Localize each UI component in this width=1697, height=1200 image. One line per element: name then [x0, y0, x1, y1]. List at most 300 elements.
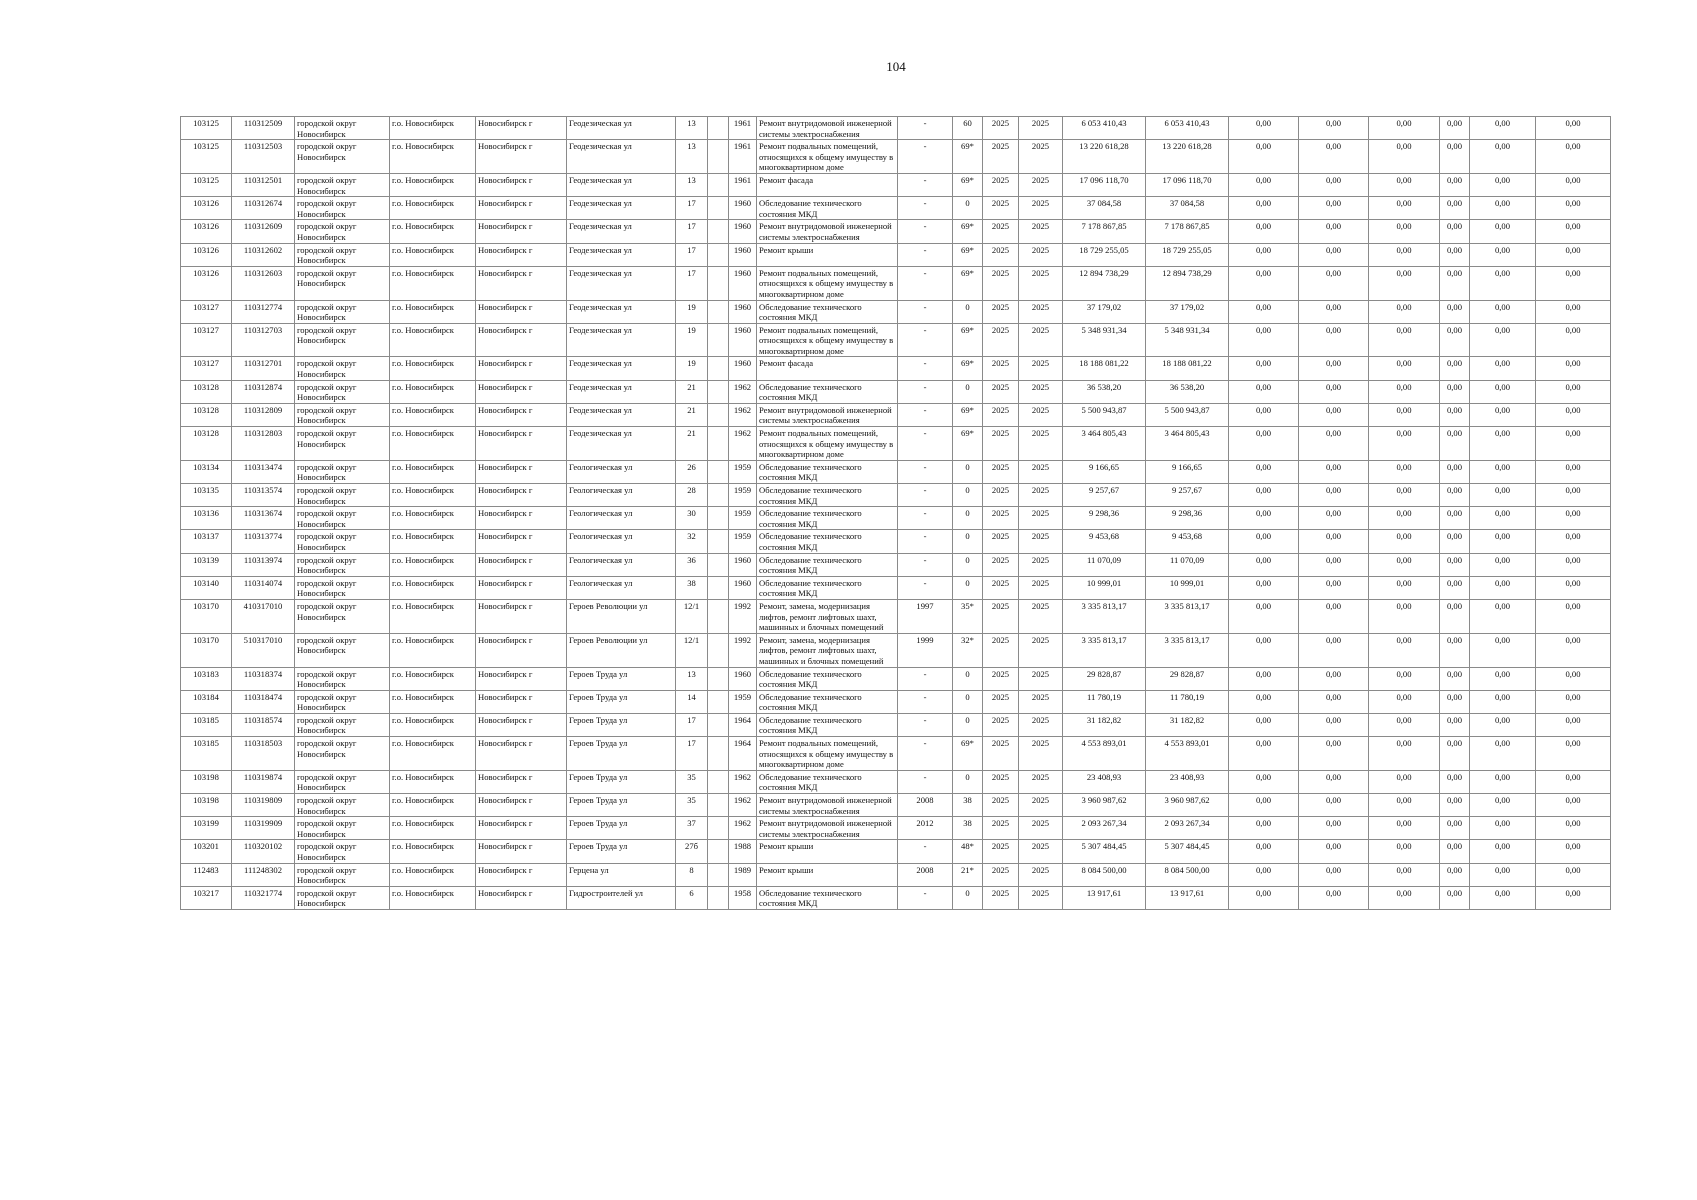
cell-work-type: Ремонт подвальных помещений, относящихся к общему имуществу в многоквартирном доме: [757, 737, 898, 771]
cell-plan-year-from: 2025: [983, 403, 1019, 426]
cell-cost-col-19: 0,00: [1369, 770, 1440, 793]
cell-cost-col-20: 0,00: [1440, 173, 1470, 196]
cell-mo-short: г.о. Новосибирск: [390, 886, 476, 909]
cell-house-id: 103127: [181, 357, 232, 380]
cell-cost-col-18: 0,00: [1299, 403, 1369, 426]
cell-plan-year-from: 2025: [983, 427, 1019, 461]
cell-municipality: городской округ Новосибирск: [295, 690, 390, 713]
cell-cost-col-19: 0,00: [1369, 794, 1440, 817]
cell-cost-col-17: 0,00: [1229, 863, 1299, 886]
cell-municipality: городской округ Новосибирск: [295, 403, 390, 426]
cell-mo-short: г.о. Новосибирск: [390, 599, 476, 633]
cell-cost-col-17: 0,00: [1229, 507, 1299, 530]
cell-house-id: 103198: [181, 794, 232, 817]
cell-house-number: 8: [676, 863, 708, 886]
cell-street: Герцена ул: [567, 863, 676, 886]
cell-settlement: Новосибирск г: [476, 794, 567, 817]
cell-last-repair-year: -: [898, 117, 953, 140]
cell-house-number: 21: [676, 427, 708, 461]
cell-cost-col-20: 0,00: [1440, 886, 1470, 909]
cell-build-year: 1959: [729, 507, 757, 530]
cell-cost-col-19: 0,00: [1369, 357, 1440, 380]
cell-house-id: 103127: [181, 323, 232, 357]
cell-cost-col-22: 0,00: [1536, 633, 1611, 667]
cell-mo-short: г.о. Новосибирск: [390, 300, 476, 323]
cell-cost-col-20: 0,00: [1440, 140, 1470, 174]
cell-cost-col-19: 0,00: [1369, 117, 1440, 140]
cell-cost-col-19: 0,00: [1369, 323, 1440, 357]
cell-cost-col-17: 0,00: [1229, 140, 1299, 174]
cell-cost-total: 37 084,58: [1063, 197, 1146, 220]
cell-cost-col-19: 0,00: [1369, 576, 1440, 599]
cell-plan-year-from: 2025: [983, 633, 1019, 667]
cell-street: Гидростроителей ул: [567, 886, 676, 909]
cell-house-number: 17: [676, 197, 708, 220]
cell-plan-year-to: 2025: [1019, 507, 1063, 530]
cell-plan-year-to: 2025: [1019, 220, 1063, 243]
cell-work-id: 110312701: [232, 357, 295, 380]
cell-plan-year-from: 2025: [983, 460, 1019, 483]
cell-settlement: Новосибирск г: [476, 553, 567, 576]
cell-cost-col-18: 0,00: [1299, 484, 1369, 507]
cell-cost-col-18: 0,00: [1299, 633, 1369, 667]
cell-cost-col-21: 0,00: [1470, 243, 1536, 266]
cell-cost-col-17: 0,00: [1229, 403, 1299, 426]
cell-cost-total: 18 188 081,22: [1063, 357, 1146, 380]
cell-house-id: 103140: [181, 576, 232, 599]
cell-settlement: Новосибирск г: [476, 300, 567, 323]
cell-settlement: Новосибирск г: [476, 266, 567, 300]
cell-wear-percent: 69*: [953, 737, 983, 771]
table-row: [181, 817, 1611, 840]
table-row: [181, 380, 1611, 403]
cell-cost-total: 13 917,61: [1063, 886, 1146, 909]
cell-plan-year-from: 2025: [983, 173, 1019, 196]
cell-municipality: городской округ Новосибирск: [295, 770, 390, 793]
cell-build-year: 1988: [729, 840, 757, 863]
cell-cost-col-22: 0,00: [1536, 770, 1611, 793]
cell-cost-total: 11 070,09: [1063, 553, 1146, 576]
cell-house-id: 103126: [181, 266, 232, 300]
table-row: [181, 427, 1611, 461]
cell-plan-year-from: 2025: [983, 667, 1019, 690]
cell-work-id: 410317010: [232, 599, 295, 633]
cell-house-id: 103198: [181, 770, 232, 793]
cell-cost-regional-fund: 37 084,58: [1146, 197, 1229, 220]
cell-cost-col-17: 0,00: [1229, 817, 1299, 840]
cell-work-type: Обследование технического состояния МКД: [757, 553, 898, 576]
cell-house-id: 103199: [181, 817, 232, 840]
cell-work-id: 110319809: [232, 794, 295, 817]
cell-build-year: 1959: [729, 690, 757, 713]
cell-build-year: 1960: [729, 667, 757, 690]
table-row: [181, 530, 1611, 553]
cell-cost-regional-fund: 23 408,93: [1146, 770, 1229, 793]
cell-cost-col-22: 0,00: [1536, 460, 1611, 483]
cell-wear-percent: 0: [953, 690, 983, 713]
cell-build-year: 1960: [729, 323, 757, 357]
cell-building: [708, 266, 729, 300]
cell-mo-short: г.о. Новосибирск: [390, 427, 476, 461]
cell-cost-col-21: 0,00: [1470, 140, 1536, 174]
cell-build-year: 1961: [729, 140, 757, 174]
cell-plan-year-from: 2025: [983, 886, 1019, 909]
cell-cost-col-20: 0,00: [1440, 840, 1470, 863]
cell-plan-year-from: 2025: [983, 553, 1019, 576]
cell-settlement: Новосибирск г: [476, 737, 567, 771]
cell-work-id: 110320102: [232, 840, 295, 863]
cell-cost-col-17: 0,00: [1229, 173, 1299, 196]
cell-cost-col-19: 0,00: [1369, 553, 1440, 576]
cell-building: [708, 507, 729, 530]
cell-cost-col-17: 0,00: [1229, 633, 1299, 667]
cell-cost-col-17: 0,00: [1229, 197, 1299, 220]
cell-settlement: Новосибирск г: [476, 599, 567, 633]
cell-cost-total: 12 894 738,29: [1063, 266, 1146, 300]
cell-plan-year-to: 2025: [1019, 117, 1063, 140]
cell-cost-col-18: 0,00: [1299, 427, 1369, 461]
cell-house-number: 19: [676, 300, 708, 323]
cell-plan-year-from: 2025: [983, 357, 1019, 380]
cell-cost-col-19: 0,00: [1369, 266, 1440, 300]
cell-cost-col-21: 0,00: [1470, 633, 1536, 667]
cell-house-number: 17: [676, 266, 708, 300]
cell-last-repair-year: 1999: [898, 633, 953, 667]
table-row: [181, 484, 1611, 507]
cell-mo-short: г.о. Новосибирск: [390, 380, 476, 403]
cell-build-year: 1959: [729, 530, 757, 553]
cell-plan-year-from: 2025: [983, 713, 1019, 736]
cell-cost-col-22: 0,00: [1536, 403, 1611, 426]
cell-cost-col-19: 0,00: [1369, 220, 1440, 243]
cell-cost-total: 5 348 931,34: [1063, 323, 1146, 357]
cell-cost-col-21: 0,00: [1470, 667, 1536, 690]
cell-house-id: 103183: [181, 667, 232, 690]
cell-last-repair-year: -: [898, 690, 953, 713]
table-row: [181, 690, 1611, 713]
cell-cost-col-22: 0,00: [1536, 300, 1611, 323]
cell-municipality: городской округ Новосибирск: [295, 220, 390, 243]
cell-cost-total: 5 307 484,45: [1063, 840, 1146, 863]
table-row: [181, 300, 1611, 323]
cell-house-id: 103128: [181, 403, 232, 426]
cell-wear-percent: 48*: [953, 840, 983, 863]
cell-cost-col-18: 0,00: [1299, 507, 1369, 530]
cell-last-repair-year: -: [898, 576, 953, 599]
cell-build-year: 1989: [729, 863, 757, 886]
cell-cost-total: 3 335 813,17: [1063, 633, 1146, 667]
cell-municipality: городской округ Новосибирск: [295, 817, 390, 840]
cell-house-number: 32: [676, 530, 708, 553]
cell-plan-year-to: 2025: [1019, 633, 1063, 667]
cell-cost-col-18: 0,00: [1299, 243, 1369, 266]
cell-last-repair-year: -: [898, 403, 953, 426]
cell-build-year: 1959: [729, 460, 757, 483]
cell-cost-col-17: 0,00: [1229, 667, 1299, 690]
cell-wear-percent: 60: [953, 117, 983, 140]
cell-plan-year-from: 2025: [983, 840, 1019, 863]
cell-wear-percent: 69*: [953, 323, 983, 357]
cell-building: [708, 530, 729, 553]
cell-cost-col-22: 0,00: [1536, 117, 1611, 140]
cell-cost-col-20: 0,00: [1440, 794, 1470, 817]
cell-last-repair-year: -: [898, 713, 953, 736]
cell-build-year: 1960: [729, 197, 757, 220]
cell-cost-col-19: 0,00: [1369, 886, 1440, 909]
cell-house-number: 35: [676, 794, 708, 817]
cell-work-id: 110321774: [232, 886, 295, 909]
cell-wear-percent: 0: [953, 667, 983, 690]
cell-last-repair-year: 2012: [898, 817, 953, 840]
cell-house-id: 103137: [181, 530, 232, 553]
cell-mo-short: г.о. Новосибирск: [390, 576, 476, 599]
cell-cost-regional-fund: 6 053 410,43: [1146, 117, 1229, 140]
table-row: [181, 633, 1611, 667]
cell-municipality: городской округ Новосибирск: [295, 380, 390, 403]
cell-mo-short: г.о. Новосибирск: [390, 173, 476, 196]
cell-settlement: Новосибирск г: [476, 380, 567, 403]
cell-building: [708, 220, 729, 243]
cell-cost-regional-fund: 8 084 500,00: [1146, 863, 1229, 886]
cell-building: [708, 667, 729, 690]
cell-cost-col-17: 0,00: [1229, 117, 1299, 140]
cell-last-repair-year: -: [898, 140, 953, 174]
cell-house-id: 103128: [181, 427, 232, 461]
cell-cost-col-20: 0,00: [1440, 484, 1470, 507]
cell-cost-col-18: 0,00: [1299, 300, 1369, 323]
cell-cost-col-22: 0,00: [1536, 817, 1611, 840]
cell-cost-col-18: 0,00: [1299, 197, 1369, 220]
cell-build-year: 1961: [729, 173, 757, 196]
cell-plan-year-from: 2025: [983, 794, 1019, 817]
cell-cost-regional-fund: 11 070,09: [1146, 553, 1229, 576]
cell-wear-percent: 0: [953, 886, 983, 909]
cell-plan-year-from: 2025: [983, 863, 1019, 886]
cell-cost-regional-fund: 29 828,87: [1146, 667, 1229, 690]
cell-building: [708, 794, 729, 817]
cell-cost-total: 4 553 893,01: [1063, 737, 1146, 771]
cell-work-id: 110312874: [232, 380, 295, 403]
cell-building: [708, 633, 729, 667]
cell-cost-col-20: 0,00: [1440, 817, 1470, 840]
cell-cost-col-21: 0,00: [1470, 266, 1536, 300]
cell-cost-regional-fund: 37 179,02: [1146, 300, 1229, 323]
cell-cost-col-20: 0,00: [1440, 357, 1470, 380]
cell-cost-col-19: 0,00: [1369, 863, 1440, 886]
page-number: 104: [886, 59, 906, 74]
cell-cost-col-19: 0,00: [1369, 140, 1440, 174]
cell-plan-year-from: 2025: [983, 380, 1019, 403]
cell-street: Геодезическая ул: [567, 300, 676, 323]
cell-last-repair-year: -: [898, 197, 953, 220]
cell-cost-col-22: 0,00: [1536, 794, 1611, 817]
cell-cost-col-22: 0,00: [1536, 667, 1611, 690]
cell-cost-col-19: 0,00: [1369, 460, 1440, 483]
cell-cost-col-19: 0,00: [1369, 530, 1440, 553]
cell-cost-total: 18 729 255,05: [1063, 243, 1146, 266]
cell-last-repair-year: 2008: [898, 794, 953, 817]
cell-building: [708, 713, 729, 736]
cell-settlement: Новосибирск г: [476, 863, 567, 886]
cell-cost-total: 2 093 267,34: [1063, 817, 1146, 840]
cell-plan-year-to: 2025: [1019, 300, 1063, 323]
cell-street: Героев Труда ул: [567, 737, 676, 771]
cell-settlement: Новосибирск г: [476, 140, 567, 174]
cell-mo-short: г.о. Новосибирск: [390, 863, 476, 886]
cell-cost-col-18: 0,00: [1299, 886, 1369, 909]
cell-wear-percent: 69*: [953, 243, 983, 266]
cell-plan-year-from: 2025: [983, 507, 1019, 530]
cell-cost-col-18: 0,00: [1299, 553, 1369, 576]
cell-cost-col-22: 0,00: [1536, 484, 1611, 507]
cell-house-number: 27б: [676, 840, 708, 863]
cell-cost-col-18: 0,00: [1299, 667, 1369, 690]
cell-street: Геодезическая ул: [567, 266, 676, 300]
cell-work-id: 110318503: [232, 737, 295, 771]
cell-work-id: 110319874: [232, 770, 295, 793]
cell-work-id: 110312809: [232, 403, 295, 426]
cell-wear-percent: 35*: [953, 599, 983, 633]
cell-cost-total: 5 500 943,87: [1063, 403, 1146, 426]
cell-municipality: городской округ Новосибирск: [295, 794, 390, 817]
cell-work-id: 110314074: [232, 576, 295, 599]
cell-building: [708, 357, 729, 380]
cell-cost-col-19: 0,00: [1369, 633, 1440, 667]
cell-building: [708, 599, 729, 633]
cell-house-number: 13: [676, 173, 708, 196]
cell-house-number: 17: [676, 220, 708, 243]
cell-cost-col-18: 0,00: [1299, 323, 1369, 357]
cell-mo-short: г.о. Новосибирск: [390, 507, 476, 530]
cell-house-id: 103185: [181, 713, 232, 736]
cell-house-id: 103136: [181, 507, 232, 530]
cell-street: Героев Труда ул: [567, 794, 676, 817]
cell-cost-col-21: 0,00: [1470, 713, 1536, 736]
cell-cost-regional-fund: 18 188 081,22: [1146, 357, 1229, 380]
cell-work-id: 110312674: [232, 197, 295, 220]
cell-house-id: 103126: [181, 243, 232, 266]
cell-house-id: 103217: [181, 886, 232, 909]
cell-cost-col-21: 0,00: [1470, 737, 1536, 771]
cell-street: Героев Труда ул: [567, 713, 676, 736]
cell-plan-year-to: 2025: [1019, 840, 1063, 863]
cell-street: Геодезическая ул: [567, 380, 676, 403]
cell-plan-year-from: 2025: [983, 817, 1019, 840]
cell-cost-col-22: 0,00: [1536, 576, 1611, 599]
table-row: [181, 713, 1611, 736]
cell-cost-col-21: 0,00: [1470, 197, 1536, 220]
cell-municipality: городской округ Новосибирск: [295, 840, 390, 863]
cell-work-type: Ремонт внутридомовой инженерной системы электроснабжения: [757, 220, 898, 243]
cell-cost-col-20: 0,00: [1440, 530, 1470, 553]
cell-house-number: 6: [676, 886, 708, 909]
cell-cost-col-18: 0,00: [1299, 357, 1369, 380]
cell-cost-col-20: 0,00: [1440, 737, 1470, 771]
cell-house-number: 35: [676, 770, 708, 793]
cell-build-year: 1992: [729, 633, 757, 667]
cell-cost-col-17: 0,00: [1229, 713, 1299, 736]
cell-settlement: Новосибирск г: [476, 840, 567, 863]
cell-municipality: городской округ Новосибирск: [295, 576, 390, 599]
cell-plan-year-to: 2025: [1019, 460, 1063, 483]
cell-work-type: Обследование технического состояния МКД: [757, 300, 898, 323]
cell-cost-col-20: 0,00: [1440, 576, 1470, 599]
cell-cost-regional-fund: 2 093 267,34: [1146, 817, 1229, 840]
cell-cost-col-19: 0,00: [1369, 484, 1440, 507]
cell-building: [708, 173, 729, 196]
cell-street: Геологическая ул: [567, 530, 676, 553]
cell-plan-year-to: 2025: [1019, 863, 1063, 886]
cell-work-type: Ремонт фасада: [757, 173, 898, 196]
cell-mo-short: г.о. Новосибирск: [390, 266, 476, 300]
cell-cost-total: 29 828,87: [1063, 667, 1146, 690]
cell-municipality: городской округ Новосибирск: [295, 737, 390, 771]
cell-building: [708, 840, 729, 863]
cell-last-repair-year: -: [898, 553, 953, 576]
cell-wear-percent: 32*: [953, 633, 983, 667]
cell-cost-regional-fund: 3 464 805,43: [1146, 427, 1229, 461]
cell-plan-year-from: 2025: [983, 770, 1019, 793]
cell-build-year: 1962: [729, 794, 757, 817]
cell-mo-short: г.о. Новосибирск: [390, 633, 476, 667]
cell-municipality: городской округ Новосибирск: [295, 117, 390, 140]
cell-street: Геологическая ул: [567, 484, 676, 507]
cell-work-id: 110312703: [232, 323, 295, 357]
cell-last-repair-year: -: [898, 220, 953, 243]
cell-last-repair-year: -: [898, 737, 953, 771]
cell-municipality: городской округ Новосибирск: [295, 507, 390, 530]
cell-house-id: 103126: [181, 220, 232, 243]
cell-house-number: 14: [676, 690, 708, 713]
cell-settlement: Новосибирск г: [476, 173, 567, 196]
cell-cost-total: 10 999,01: [1063, 576, 1146, 599]
cell-cost-col-19: 0,00: [1369, 713, 1440, 736]
cell-cost-col-21: 0,00: [1470, 460, 1536, 483]
cell-plan-year-from: 2025: [983, 220, 1019, 243]
cell-cost-col-21: 0,00: [1470, 380, 1536, 403]
table-row: [181, 840, 1611, 863]
cell-house-id: 103170: [181, 599, 232, 633]
cell-cost-col-20: 0,00: [1440, 690, 1470, 713]
table-row: [181, 576, 1611, 599]
cell-cost-col-17: 0,00: [1229, 427, 1299, 461]
cell-last-repair-year: -: [898, 886, 953, 909]
cell-municipality: городской округ Новосибирск: [295, 243, 390, 266]
cell-settlement: Новосибирск г: [476, 667, 567, 690]
cell-cost-col-22: 0,00: [1536, 357, 1611, 380]
cell-settlement: Новосибирск г: [476, 530, 567, 553]
table-row: [181, 737, 1611, 771]
cell-cost-regional-fund: 3 335 813,17: [1146, 633, 1229, 667]
cell-work-type: Обследование технического состояния МКД: [757, 576, 898, 599]
cell-build-year: 1960: [729, 357, 757, 380]
cell-wear-percent: 0: [953, 770, 983, 793]
cell-cost-col-21: 0,00: [1470, 530, 1536, 553]
cell-mo-short: г.о. Новосибирск: [390, 840, 476, 863]
cell-wear-percent: 69*: [953, 427, 983, 461]
cell-municipality: городской округ Новосибирск: [295, 633, 390, 667]
cell-cost-col-17: 0,00: [1229, 840, 1299, 863]
cell-building: [708, 553, 729, 576]
cell-cost-col-17: 0,00: [1229, 770, 1299, 793]
cell-house-number: 37: [676, 817, 708, 840]
cell-building: [708, 863, 729, 886]
cell-cost-col-17: 0,00: [1229, 484, 1299, 507]
cell-cost-total: 9 453,68: [1063, 530, 1146, 553]
cell-cost-col-22: 0,00: [1536, 599, 1611, 633]
cell-mo-short: г.о. Новосибирск: [390, 553, 476, 576]
cell-municipality: городской округ Новосибирск: [295, 863, 390, 886]
